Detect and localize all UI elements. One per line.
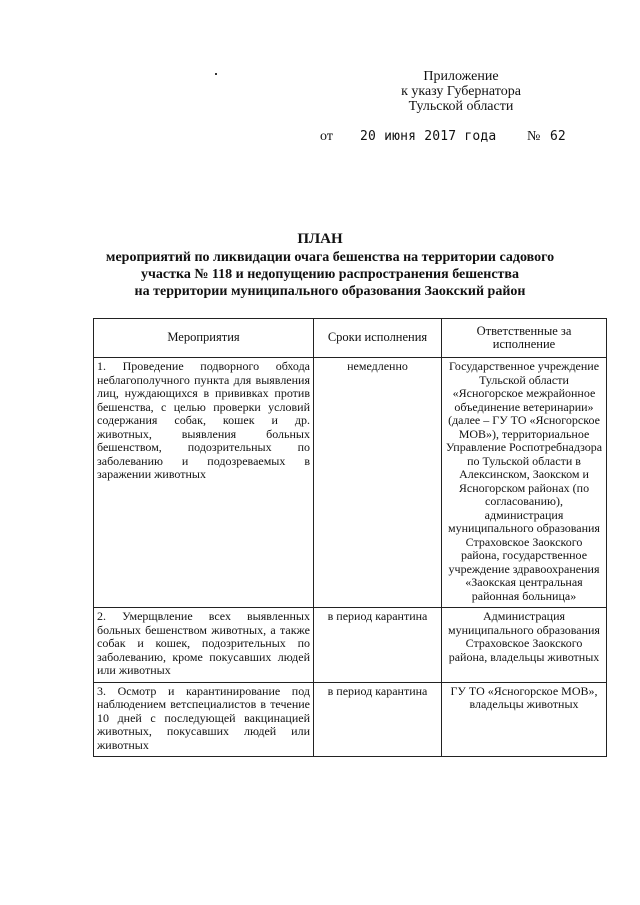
event-cell: 1. Проведение подворного обхода неблагополучного пункта для выявления лиц, нуждающихся в прививках против бешенства, с целью проверки условий содержания собак, кошек и др. животных, выявления больных бешенством, подозрительных по заболеванию и подозреваемых в заражении животных (94, 358, 314, 608)
header-deadlines: Сроки исполнения (314, 319, 442, 358)
responsible-cell: Администрация муниципального образования Страховское Заокского района, владельцы животных (442, 608, 607, 683)
plan-subtitle-line-3: на территории муниципального образования Заокский район (134, 284, 526, 299)
number-sign: № (527, 129, 541, 144)
table-row (94, 682, 607, 757)
appendix-label: Приложение (423, 69, 499, 84)
from-label: от (320, 129, 333, 144)
responsible-cell: ГУ ТО «Ясногорское МОВ», владельцы животных (442, 682, 607, 757)
table-row (94, 358, 607, 608)
header-responsible: Ответственные за исполнение (442, 319, 607, 358)
table-header-row (94, 319, 607, 358)
scan-speck (215, 73, 217, 75)
responsible-cell: Государственное учреждение Тульской области «Ясногорское межрайонное объединение ветеринарии» (далее – ГУ ТО «Ясногорское МОВ»), территориальное Управление Роспотребнадзора по Тульской области в Алексинском, Заокском и Ясногорском районах (по согласованию), администрация муниципального образования Страховское Заокского района, государственное учреждение здравоохранения «Заокская центральная районная больница» (442, 358, 607, 608)
plan-subtitle-line-2: участка № 118 и недопущению распространения бешенства (141, 267, 519, 282)
header-events: Мероприятия (94, 319, 314, 358)
event-cell: 3. Осмотр и карантинирование под наблюдением ветспециалистов в течение 10 дней с последующей вакцинацией животных, покусавших людей или животных (94, 682, 314, 757)
deadline-cell: в период карантина (314, 682, 442, 757)
plan-subtitle (70, 249, 590, 300)
event-cell: 2. Умерщвление всех выявленных больных бешенством животных, а также собак и кошек, подозрительных по заболеванию, кроме покусавших людей или животных (94, 608, 314, 683)
table-row (94, 608, 607, 683)
deadline-cell: немедленно (314, 358, 442, 608)
plan-table (93, 318, 607, 757)
appendix-block (386, 69, 536, 114)
appendix-decree: к указу Губернатора (401, 84, 521, 99)
plan-subtitle-line-1: мероприятий по ликвидации очага бешенства на территории садового (105, 250, 555, 265)
order-date: 20 июня 2017 года (360, 129, 497, 144)
plan-title: ПЛАН (297, 231, 343, 247)
order-number: 62 (550, 129, 566, 144)
deadline-cell: в период карантина (314, 608, 442, 683)
appendix-region: Тульской области (408, 99, 514, 114)
